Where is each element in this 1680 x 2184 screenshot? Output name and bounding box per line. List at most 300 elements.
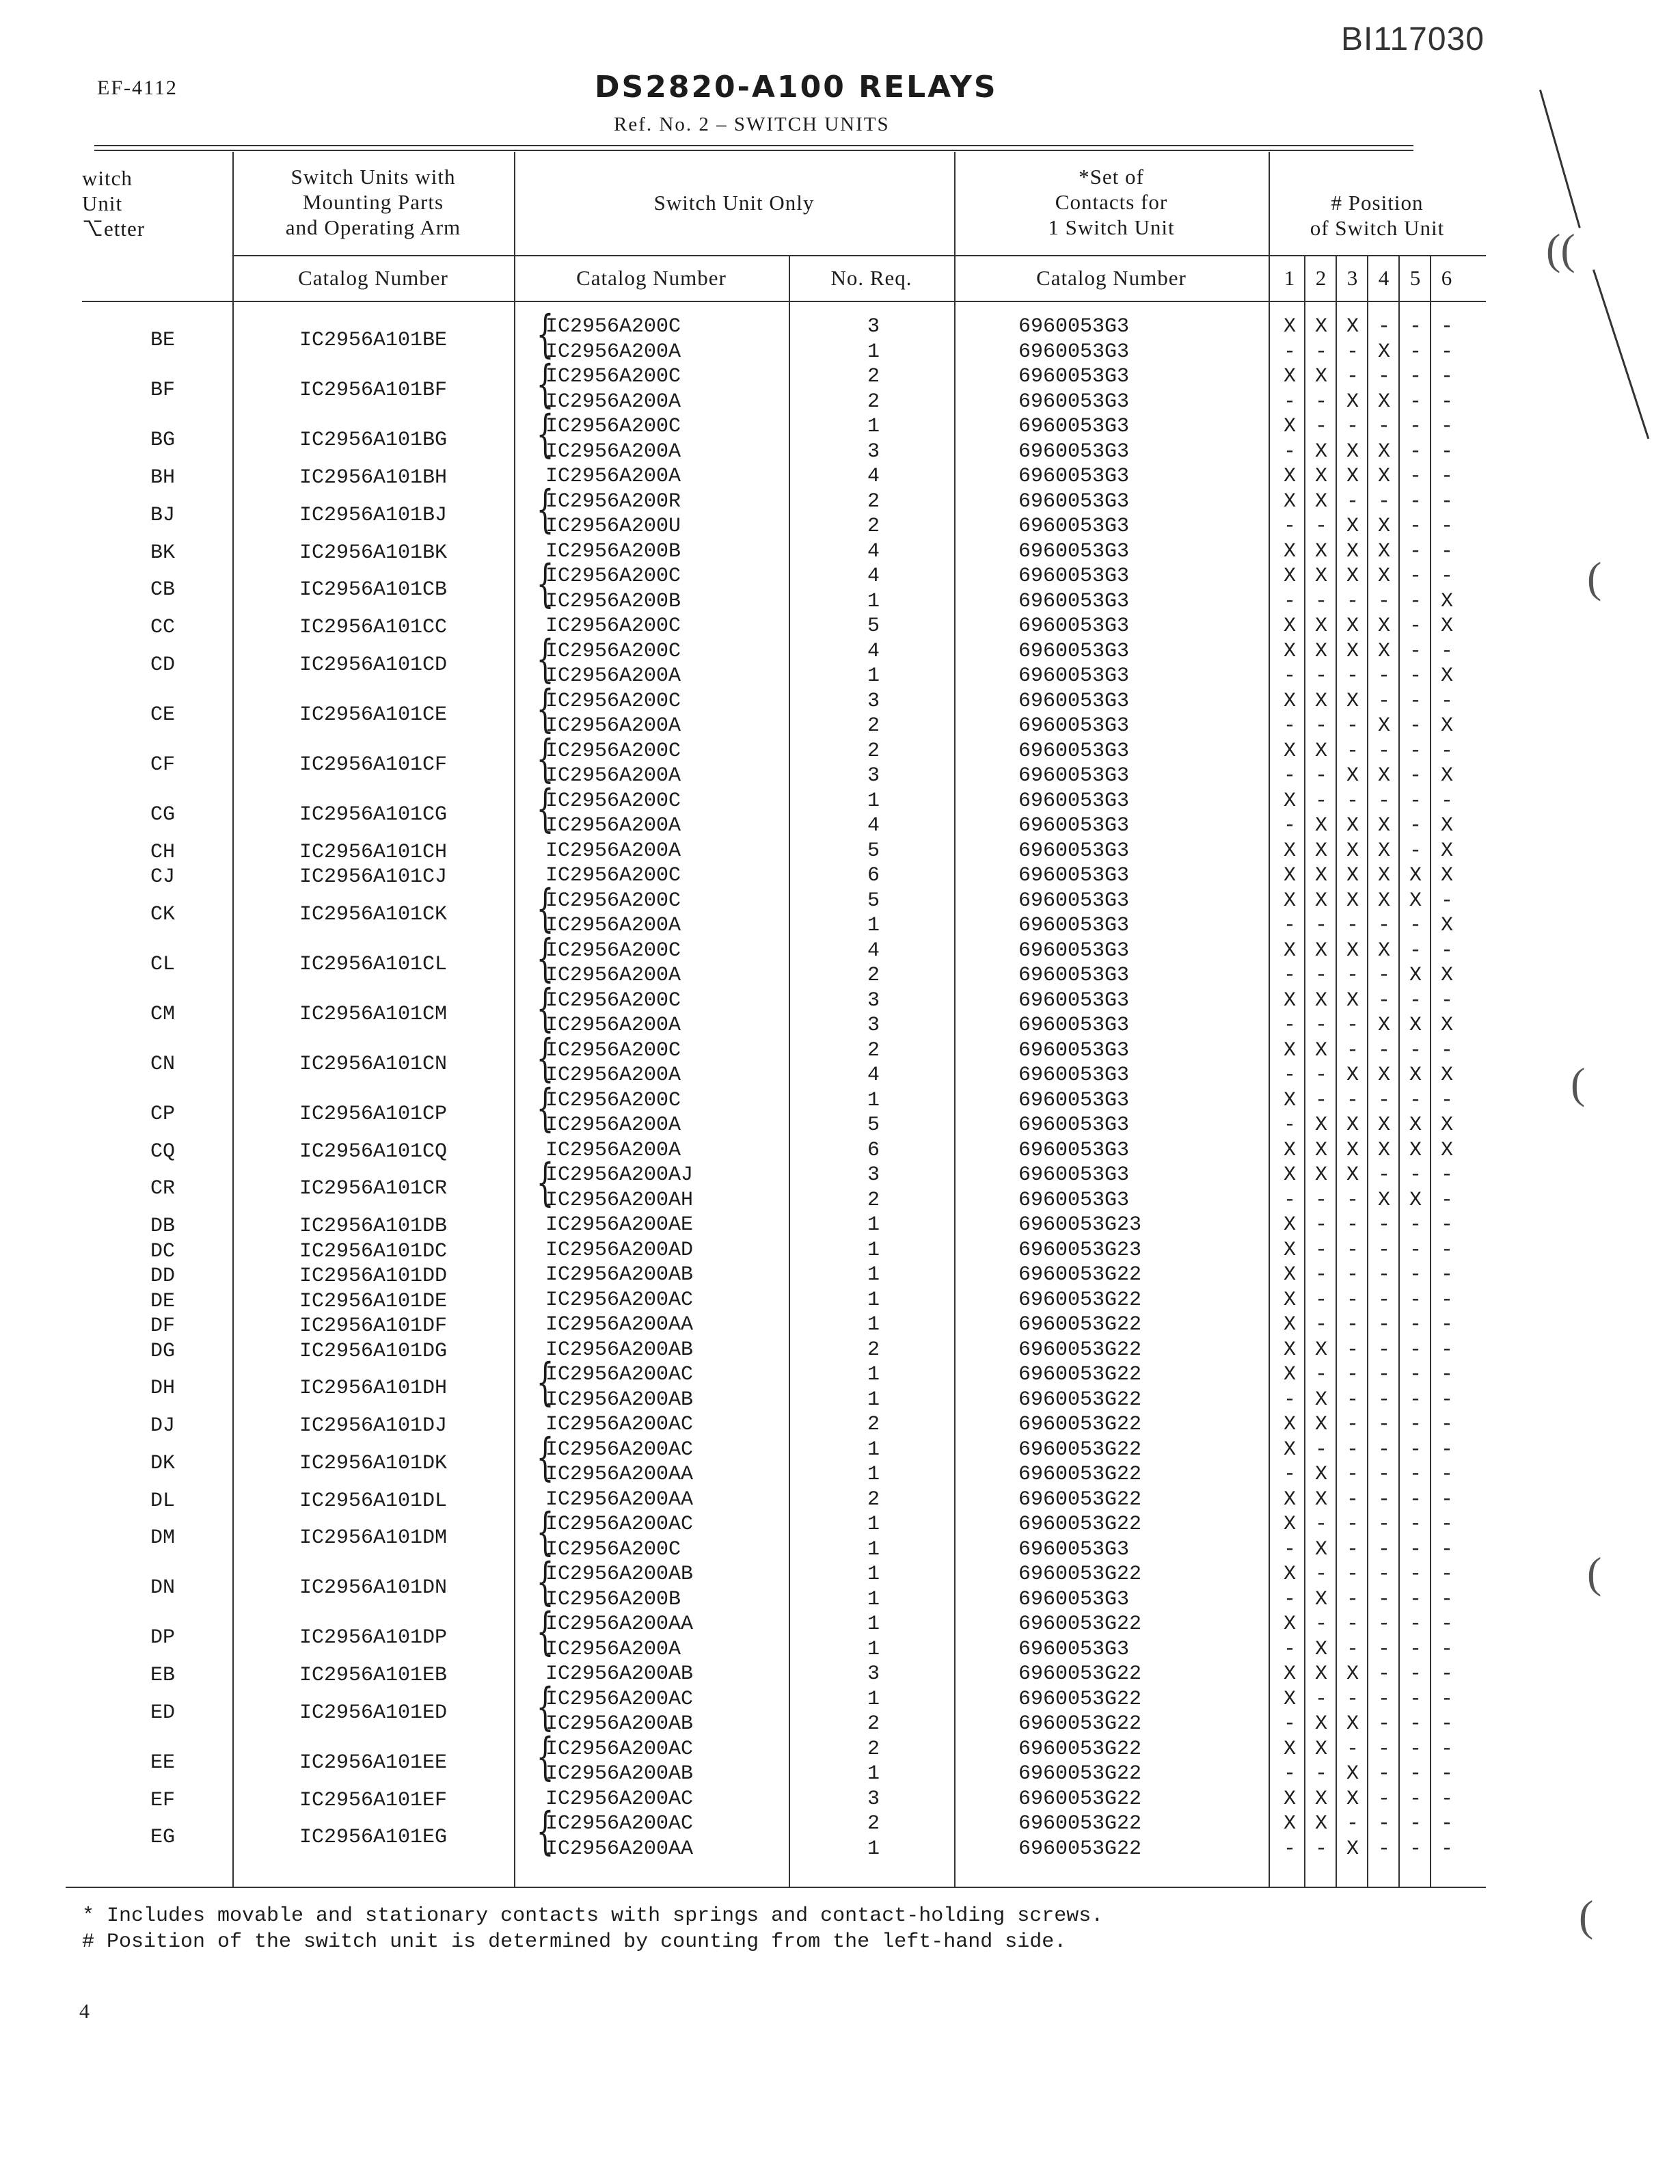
contact-catalog-number: 6960053G23	[1018, 1213, 1142, 1237]
assembly-catalog-number: IC2956A101DF	[299, 1315, 448, 1338]
switch-unit-letter: CD	[150, 653, 175, 677]
header-bottom-rule	[82, 301, 1486, 302]
position-mark: X	[1314, 1812, 1327, 1835]
position-mark: X	[1377, 839, 1390, 863]
position-mark: -	[1314, 1088, 1327, 1112]
position-mark: X	[1283, 889, 1296, 913]
unit-catalog-number: IC2956A200C	[545, 1088, 681, 1112]
position-mark: X	[1440, 1014, 1453, 1037]
switch-unit-letter: DN	[150, 1576, 175, 1600]
assembly-catalog-number: IC2956A101EB	[299, 1664, 448, 1687]
position-mark: -	[1409, 440, 1422, 463]
position-mark: X	[1409, 889, 1422, 913]
position-mark: -	[1409, 1463, 1422, 1486]
quantity-required: 1	[867, 1563, 880, 1586]
position-mark: -	[1346, 1587, 1359, 1611]
contact-catalog-number: 6960053G22	[1018, 1363, 1142, 1386]
position-mark: X	[1409, 1064, 1422, 1087]
position-mark: X	[1314, 1487, 1327, 1511]
page-title: DS2820-A100 RELAYS	[595, 70, 998, 105]
position-mark: -	[1346, 789, 1359, 813]
assembly-catalog-number: IC2956A101CJ	[299, 865, 448, 889]
position-mark: -	[1377, 1812, 1390, 1835]
header-switch-unit-only: Switch Unit Only	[653, 191, 815, 215]
position-mark: -	[1409, 1613, 1422, 1636]
contact-catalog-number: 6960053G3	[1018, 340, 1130, 364]
contact-catalog-number: 6960053G3	[1018, 1064, 1130, 1087]
subheader-catalog-number: Catalog Number	[1036, 266, 1187, 290]
unit-catalog-number: IC2956A200AA	[545, 1463, 694, 1486]
position-mark: -	[1409, 689, 1422, 713]
unit-catalog-number: IC2956A200C	[545, 864, 681, 887]
position-mark: -	[1377, 1338, 1390, 1362]
position-mark: -	[1346, 489, 1359, 513]
position-mark: X	[1346, 1114, 1359, 1137]
quantity-required: 1	[867, 1213, 880, 1237]
contact-catalog-number: 6960053G3	[1018, 615, 1130, 638]
position-mark: X	[1283, 939, 1296, 962]
position-mark: -	[1409, 764, 1422, 787]
quantity-required: 2	[867, 964, 880, 987]
header-line: # Position	[1331, 191, 1424, 215]
position-mark: -	[1314, 1263, 1327, 1286]
position-mark: -	[1409, 664, 1422, 688]
position-mark: -	[1314, 1687, 1327, 1711]
position-mark: -	[1346, 1563, 1359, 1586]
position-mark: -	[1440, 1263, 1453, 1286]
switch-unit-letter: CP	[150, 1102, 175, 1126]
position-mark: -	[1440, 689, 1453, 713]
brace-icon: {	[536, 1427, 554, 1487]
unit-catalog-number: IC2956A200C	[545, 365, 681, 388]
position-mark: -	[1440, 1662, 1453, 1686]
position-mark: X	[1314, 814, 1327, 837]
assembly-catalog-number: IC2956A101CF	[299, 753, 448, 777]
quantity-required: 3	[867, 764, 880, 787]
position-mark: -	[1440, 1388, 1453, 1412]
unit-catalog-number: IC2956A200C	[545, 315, 681, 338]
contact-catalog-number: 6960053G22	[1018, 1712, 1142, 1736]
subheader-catalog-number: Catalog Number	[298, 266, 448, 290]
position-mark: -	[1409, 1213, 1422, 1237]
assembly-catalog-number: IC2956A101CM	[299, 1002, 448, 1026]
quantity-required: 1	[867, 1687, 880, 1711]
position-mark: -	[1377, 1438, 1390, 1461]
brace-icon: {	[536, 355, 554, 414]
quantity-required: 4	[867, 539, 880, 563]
position-mark: X	[1346, 1837, 1359, 1861]
quantity-required: 2	[867, 1338, 880, 1362]
position-mark: X	[1283, 1263, 1296, 1286]
position-header-3: 3	[1346, 266, 1359, 290]
position-mark: -	[1440, 1313, 1453, 1336]
position-mark: -	[1377, 415, 1390, 438]
position-mark: X	[1314, 1114, 1327, 1137]
position-mark: -	[1346, 1288, 1359, 1312]
position-mark: -	[1314, 1762, 1327, 1785]
position-mark: X	[1409, 1014, 1422, 1037]
position-mark: X	[1440, 764, 1453, 787]
position-mark: X	[1283, 1363, 1296, 1386]
quantity-required: 5	[867, 615, 880, 638]
quantity-required: 4	[867, 1064, 880, 1087]
unit-catalog-number: IC2956A200AA	[545, 1487, 694, 1511]
position-mark: -	[1377, 1163, 1390, 1187]
position-mark: -	[1283, 340, 1296, 364]
position-mark: -	[1314, 914, 1327, 937]
position-mark: -	[1409, 1812, 1422, 1835]
unit-catalog-number: IC2956A200AC	[545, 1288, 694, 1312]
brace-icon: {	[536, 1028, 554, 1088]
quantity-required: 2	[867, 1038, 880, 1062]
position-mark: X	[1283, 1662, 1296, 1686]
position-mark: -	[1346, 1487, 1359, 1511]
quantity-required: 1	[867, 415, 880, 438]
position-mark: X	[1283, 1563, 1296, 1586]
position-mark: X	[1377, 714, 1390, 738]
position-mark: -	[1314, 1188, 1327, 1212]
quantity-required: 5	[867, 839, 880, 863]
unit-catalog-number: IC2956A200A	[545, 1014, 681, 1037]
quantity-required: 4	[867, 565, 880, 588]
quantity-required: 1	[867, 914, 880, 937]
position-mark: -	[1440, 1737, 1453, 1761]
position-mark: -	[1377, 1837, 1390, 1861]
header-line: of Switch Unit	[1310, 216, 1445, 240]
assembly-catalog-number: IC2956A101CK	[299, 902, 448, 926]
contact-catalog-number: 6960053G3	[1018, 539, 1130, 563]
document-id: BI117030	[1341, 21, 1485, 57]
assembly-catalog-number: IC2956A101BH	[299, 466, 448, 489]
position-mark: -	[1409, 1163, 1422, 1187]
position-mark: -	[1377, 789, 1390, 813]
switch-unit-letter: EF	[150, 1788, 175, 1812]
position-mark: -	[1346, 1313, 1359, 1336]
col-divider-3	[789, 255, 790, 1887]
unit-catalog-number: IC2956A200AC	[545, 1438, 694, 1461]
position-mark: -	[1440, 365, 1453, 388]
contact-catalog-number: 6960053G3	[1018, 939, 1130, 962]
position-mark: -	[1314, 789, 1327, 813]
position-mark: X	[1314, 864, 1327, 887]
position-mark: -	[1440, 1238, 1453, 1262]
assembly-catalog-number: IC2956A101BF	[299, 379, 448, 403]
header-line: Switch Units with	[290, 165, 456, 189]
position-mark: X	[1283, 1613, 1296, 1636]
position-mark: -	[1377, 914, 1390, 937]
unit-catalog-number: IC2956A200C	[545, 639, 681, 663]
position-mark: X	[1314, 889, 1327, 913]
position-mark: -	[1440, 465, 1453, 488]
switch-unit-letter: DM	[150, 1526, 175, 1550]
position-mark: -	[1283, 589, 1296, 613]
switch-unit-letter: DK	[150, 1451, 175, 1475]
position-mark: X	[1409, 1188, 1422, 1212]
position-mark: X	[1346, 565, 1359, 588]
position-mark: X	[1377, 1014, 1390, 1037]
position-mark: -	[1377, 1213, 1390, 1237]
position-mark: X	[1314, 939, 1327, 962]
assembly-catalog-number: IC2956A101EE	[299, 1751, 448, 1775]
position-mark: -	[1409, 1637, 1422, 1661]
quantity-required: 1	[867, 1363, 880, 1386]
header-contacts	[954, 164, 1269, 240]
unit-catalog-number: IC2956A200A	[545, 440, 681, 463]
position-mark: -	[1314, 1238, 1327, 1262]
contact-catalog-number: 6960053G22	[1018, 1338, 1142, 1362]
position-mark: -	[1314, 1014, 1327, 1037]
position-mark: X	[1346, 315, 1359, 338]
position-mark: X	[1314, 1038, 1327, 1062]
switch-unit-letter: BF	[150, 379, 175, 403]
contact-catalog-number: 6960053G22	[1018, 1388, 1142, 1412]
contact-catalog-number: 6960053G22	[1018, 1487, 1142, 1511]
position-mark: X	[1377, 889, 1390, 913]
position-mark: -	[1440, 889, 1453, 913]
position-mark: -	[1377, 1687, 1390, 1711]
unit-catalog-number: IC2956A200A	[545, 390, 681, 414]
quantity-required: 3	[867, 440, 880, 463]
position-mark: X	[1283, 315, 1296, 338]
scan-artifact-mark: ((	[1546, 225, 1575, 273]
quantity-required: 2	[867, 489, 880, 513]
position-mark: X	[1314, 1163, 1327, 1187]
position-mark: X	[1409, 1138, 1422, 1162]
position-mark: X	[1346, 764, 1359, 787]
position-mark: -	[1409, 1288, 1422, 1312]
footnotes	[82, 1903, 1103, 1955]
quantity-required: 3	[867, 1163, 880, 1187]
position-mark: -	[1440, 789, 1453, 813]
brace-icon: {	[536, 405, 554, 463]
unit-catalog-number: IC2956A200AB	[545, 1338, 694, 1362]
contact-catalog-number: 6960053G3	[1018, 1138, 1130, 1162]
contact-catalog-number: 6960053G3	[1018, 1188, 1130, 1212]
position-mark: -	[1346, 1513, 1359, 1536]
position-mark: -	[1346, 340, 1359, 364]
header-line: Mounting Parts	[302, 190, 444, 214]
contact-catalog-number: 6960053G3	[1018, 739, 1130, 763]
position-mark: -	[1440, 315, 1453, 338]
quantity-required: 4	[867, 639, 880, 663]
position-mark: X	[1440, 814, 1453, 837]
position-mark: X	[1283, 489, 1296, 513]
unit-catalog-number: IC2956A200C	[545, 1038, 681, 1062]
top-rule-double	[94, 150, 1413, 151]
position-mark: -	[1409, 1787, 1422, 1811]
assembly-catalog-number: IC2956A101CC	[299, 616, 448, 639]
position-mark: -	[1314, 714, 1327, 738]
unit-catalog-number: IC2956A200U	[545, 515, 681, 538]
position-mark: X	[1346, 1712, 1359, 1736]
position-mark: -	[1346, 1038, 1359, 1062]
switch-unit-letter: CN	[150, 1052, 175, 1076]
position-mark: -	[1409, 1388, 1422, 1412]
switch-unit-letter: CG	[150, 803, 175, 826]
quantity-required: 1	[867, 1837, 880, 1861]
position-mark: -	[1377, 1088, 1390, 1112]
quantity-required: 3	[867, 689, 880, 713]
position-mark: -	[1346, 664, 1359, 688]
position-mark: -	[1377, 489, 1390, 513]
position-mark: X	[1283, 1513, 1296, 1536]
contact-catalog-number: 6960053G3	[1018, 589, 1130, 613]
position-mark: X	[1283, 1413, 1296, 1436]
contact-catalog-number: 6960053G22	[1018, 1737, 1142, 1761]
position-mark: -	[1440, 1038, 1453, 1062]
quantity-required: 4	[867, 465, 880, 488]
unit-catalog-number: IC2956A200A	[545, 465, 681, 488]
position-mark: X	[1377, 864, 1390, 887]
contact-catalog-number: 6960053G3	[1018, 1537, 1130, 1561]
quantity-required: 1	[867, 1438, 880, 1461]
position-mark: -	[1346, 1213, 1359, 1237]
quantity-required: 1	[867, 1463, 880, 1486]
form-number: EF-4112	[97, 77, 178, 99]
contact-catalog-number: 6960053G3	[1018, 689, 1130, 713]
position-mark: -	[1440, 1338, 1453, 1362]
position-mark: -	[1409, 1513, 1422, 1536]
unit-catalog-number: IC2956A200AA	[545, 1313, 694, 1336]
position-mark: X	[1283, 615, 1296, 638]
position-mark: -	[1409, 1088, 1422, 1112]
table-bottom-rule	[66, 1887, 1486, 1888]
position-mark: -	[1283, 1712, 1296, 1736]
unit-catalog-number: IC2956A200C	[545, 889, 681, 913]
position-mark: X	[1409, 1114, 1422, 1137]
assembly-catalog-number: IC2956A101CH	[299, 840, 448, 864]
switch-unit-letter: CK	[150, 902, 175, 926]
position-mark: -	[1440, 1587, 1453, 1611]
position-mark: -	[1377, 689, 1390, 713]
position-mark: -	[1346, 415, 1359, 438]
assembly-catalog-number: IC2956A101CL	[299, 952, 448, 976]
unit-catalog-number: IC2956A200AJ	[545, 1163, 694, 1187]
col-divider-5	[1269, 152, 1270, 1887]
position-mark: -	[1409, 1338, 1422, 1362]
unit-catalog-number: IC2956A200B	[545, 589, 681, 613]
unit-catalog-number: IC2956A200A	[545, 839, 681, 863]
position-mark: X	[1346, 615, 1359, 638]
unit-catalog-number: IC2956A200AH	[545, 1188, 694, 1212]
position-mark: -	[1346, 1413, 1359, 1436]
scan-artifact-mark: (	[1587, 553, 1602, 602]
brace-icon: {	[536, 679, 554, 738]
switch-unit-letter: DE	[150, 1289, 175, 1313]
quantity-required: 2	[867, 739, 880, 763]
contact-catalog-number: 6960053G3	[1018, 565, 1130, 588]
scan-artifact-mark: (	[1579, 1891, 1594, 1940]
unit-catalog-number: IC2956A200A	[545, 1138, 681, 1162]
position-mark: -	[1440, 1288, 1453, 1312]
position-mark: X	[1346, 390, 1359, 414]
assembly-catalog-number: IC2956A101CN	[299, 1052, 448, 1076]
position-mark: -	[1314, 1064, 1327, 1087]
position-mark: -	[1440, 340, 1453, 364]
position-mark: -	[1283, 1537, 1296, 1561]
contact-catalog-number: 6960053G3	[1018, 1014, 1130, 1037]
position-mark: -	[1409, 615, 1422, 638]
position-mark: -	[1377, 1762, 1390, 1785]
unit-catalog-number: IC2956A200AC	[545, 1812, 694, 1835]
position-mark: X	[1346, 939, 1359, 962]
position-mark: -	[1409, 1438, 1422, 1461]
position-mark: -	[1346, 1637, 1359, 1661]
unit-catalog-number: IC2956A200C	[545, 739, 681, 763]
contact-catalog-number: 6960053G22	[1018, 1288, 1142, 1312]
position-mark: -	[1409, 988, 1422, 1012]
position-mark: X	[1314, 440, 1327, 463]
position-mark: -	[1440, 1513, 1453, 1536]
brace-icon: {	[536, 629, 554, 688]
position-mark: -	[1314, 1288, 1327, 1312]
unit-catalog-number: IC2956A200AC	[545, 1737, 694, 1761]
switch-unit-letter: EB	[150, 1664, 175, 1687]
assembly-catalog-number: IC2956A101EG	[299, 1826, 448, 1850]
position-mark: -	[1377, 964, 1390, 987]
unit-catalog-number: IC2956A200C	[545, 1537, 681, 1561]
switch-unit-letter: BK	[150, 541, 175, 565]
contact-catalog-number: 6960053G3	[1018, 864, 1130, 887]
contact-catalog-number: 6960053G22	[1018, 1438, 1142, 1461]
switch-unit-letter: CH	[150, 840, 175, 864]
position-mark: -	[1283, 914, 1296, 937]
assembly-catalog-number: IC2956A101DE	[299, 1289, 448, 1313]
quantity-required: 1	[867, 1613, 880, 1636]
position-mark: -	[1346, 1363, 1359, 1386]
assembly-catalog-number: IC2956A101DP	[299, 1626, 448, 1650]
position-mark: -	[1440, 1762, 1453, 1785]
position-mark: X	[1346, 1662, 1359, 1686]
brace-icon: {	[536, 1502, 554, 1561]
unit-catalog-number: IC2956A200AB	[545, 1263, 694, 1286]
position-mark: X	[1346, 689, 1359, 713]
quantity-required: 2	[867, 714, 880, 738]
quantity-required: 2	[867, 1812, 880, 1835]
position-mark: X	[1346, 1787, 1359, 1811]
assembly-catalog-number: IC2956A101BG	[299, 429, 448, 453]
contact-catalog-number: 6960053G22	[1018, 1263, 1142, 1286]
position-mark: X	[1377, 1188, 1390, 1212]
position-mark: -	[1314, 1563, 1327, 1586]
quantity-required: 1	[867, 340, 880, 364]
quantity-required: 1	[867, 1263, 880, 1286]
position-mark: -	[1440, 1812, 1453, 1835]
quantity-required: 1	[867, 1513, 880, 1536]
quantity-required: 1	[867, 1587, 880, 1611]
position-mark: -	[1346, 1263, 1359, 1286]
contact-catalog-number: 6960053G22	[1018, 1463, 1142, 1486]
quantity-required: 2	[867, 390, 880, 414]
switch-unit-letter: EG	[150, 1826, 175, 1850]
position-mark: X	[1283, 864, 1296, 887]
position-mark: -	[1409, 739, 1422, 763]
position-header-5: 5	[1409, 266, 1422, 290]
assembly-catalog-number: IC2956A101DJ	[299, 1414, 448, 1438]
assembly-catalog-number: IC2956A101DK	[299, 1451, 448, 1475]
position-mark: X	[1377, 565, 1390, 588]
position-mark: -	[1283, 664, 1296, 688]
header-position	[1269, 190, 1486, 241]
position-mark: -	[1377, 1563, 1390, 1586]
unit-catalog-number: IC2956A200AB	[545, 1662, 694, 1686]
assembly-catalog-number: IC2956A101BE	[299, 329, 448, 353]
position-mark: X	[1283, 739, 1296, 763]
position-mark: X	[1377, 539, 1390, 563]
position-mark: -	[1346, 1737, 1359, 1761]
position-mark: X	[1283, 565, 1296, 588]
assembly-catalog-number: IC2956A101BK	[299, 541, 448, 565]
